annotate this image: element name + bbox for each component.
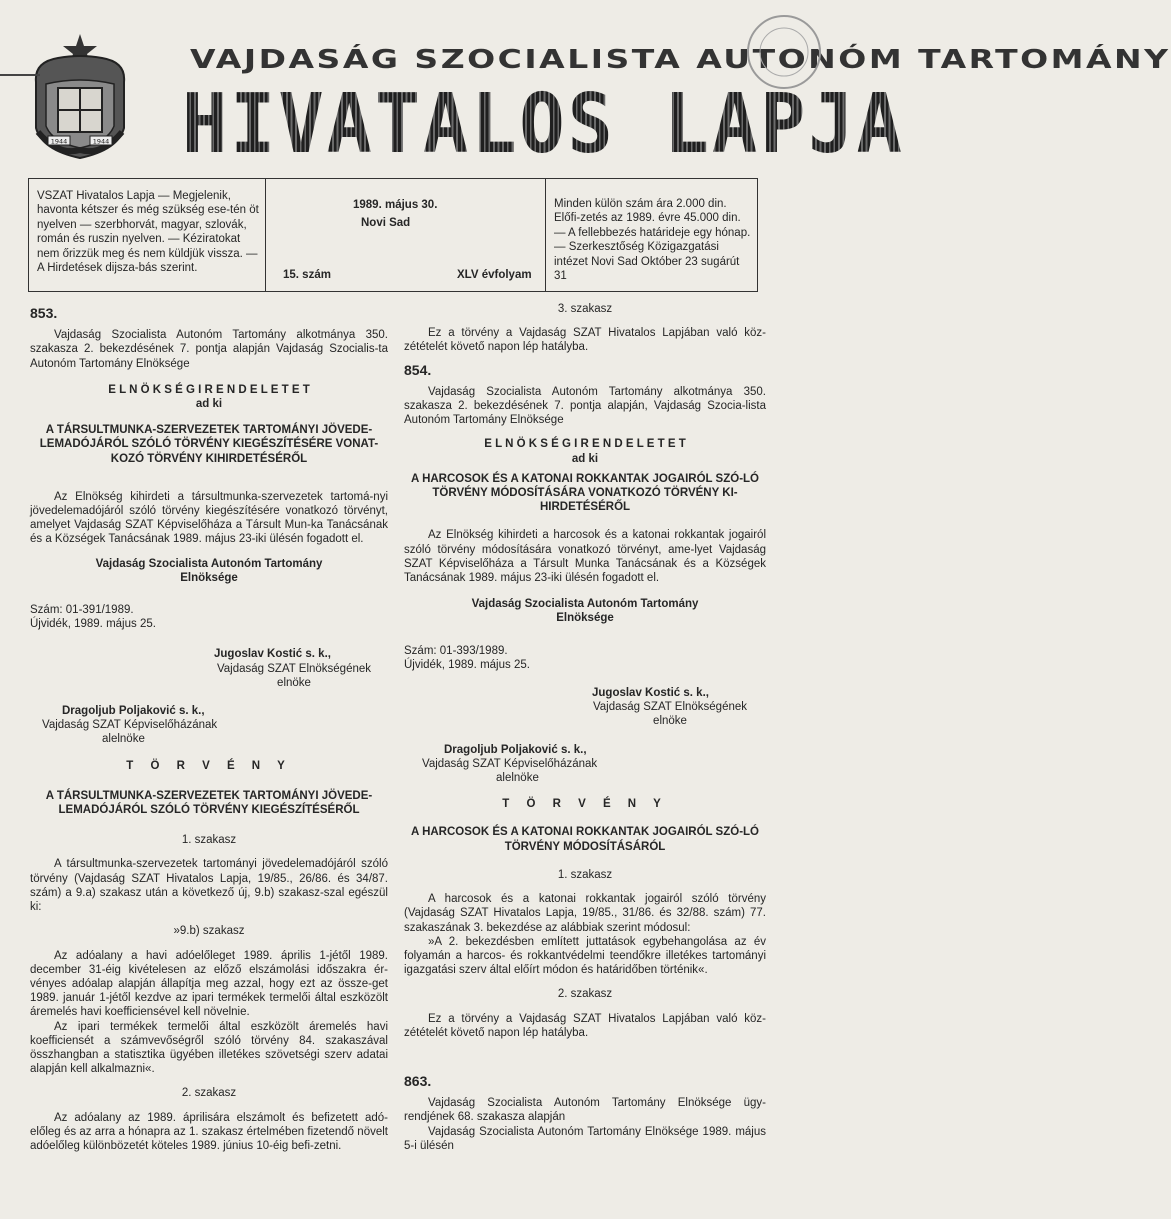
subscription-notice: Minden külön szám ára 2.000 din. Előfi-zetés az 1989. évre 45.000 din. — A fellebbezés határideje egy hónap. — Szerkesztőség Közigazgatási intézet Novi Sad Október 23 sugárút 31	[554, 198, 751, 283]
signatory-2-title: alelnöke	[496, 772, 539, 785]
decree-title: E L N Ö K S É G I R E N D E L E T E T	[108, 383, 310, 396]
decree-heading: A HARCOSOK ÉS A KATONAI ROKKANTAK JOGAIRÓL SZÓ-LÓ TÖRVÉNY MÓDOSÍTÁSÁRA VONATKOZÓ TÖRVÉNY KI-HIRDETÉSÉRŐL	[411, 472, 759, 514]
law-heading: A HARCOSOK ÉS A KATONAI ROKKANTAK JOGAIRÓL SZÓ-LÓ TÖRVÉNY MÓDOSÍTÁSÁRÓL	[411, 826, 759, 853]
right-column	[404, 296, 766, 1153]
signatory-1-role: Vajdaság SZAT Elnökségének	[216, 662, 372, 675]
section-9b-text-2: Az ipari termékek termelői által eszközölt áremelés havi koefficiensét a számvevőségről szóló törvény 84. szakaszával összhangban a statisztika ügyében illetékes szövetségi szerv adatai alapján kell alkalmazni«.	[30, 1020, 388, 1076]
coat-of-arms-emblem	[28, 32, 132, 162]
issuer-body: Elnöksége	[180, 571, 238, 584]
publication-supertitle: VAJDASÁG SZOCIALISTA AUTONÓM TARTOMÁNY	[190, 44, 1171, 75]
info-left-cell	[29, 179, 266, 291]
act-intro: Vajdaság Szocialista Autonóm Tartomány alkotmánya 350. szakasza 2. bekezdésének 7. pontja alapján Vajdaság Szocialis-ta Autonóm Tartomány Elnöksége	[30, 329, 388, 370]
section-1-text: A társultmunka-szervezetek tartományi jövedelemadójáról szóló törvény (Vajdaság SZAT Hivatalos Lapja, 19/85., 26/86. és 34/87. szám) a 9.a) szakasz után a következő új, 9.b) szakasz-szal egészül ki:	[30, 858, 388, 914]
law-title: T Ö R V É N Y	[126, 759, 292, 772]
section-3-text: Ez a törvény a Vajdaság SZAT Hivatalos Lapjában való köz-zétételét követő napon lép hatályba.	[404, 327, 766, 354]
decree-body: Az Elnökség kihirdeti a harcosok és a katonai rokkantak jogairól szóló törvény módosítására vonatkozó törvényt, ame-lyet Vajdaság SZAT Képviselőháza a Társult Munka Tanácsának és a Községek Tanácsának 1989. május 23-iki ülésén fogadott el.	[404, 529, 766, 585]
signatory-1: Jugoslav Kostić s. k.,	[592, 687, 709, 700]
section-2-text: Ez a törvény a Vajdaság SZAT Hivatalos Lapjában való köz-zétételét követő napon lép hatályba.	[404, 1012, 766, 1039]
issuer: Vajdaság Szocialista Autonóm Tartomány	[471, 598, 699, 611]
section-2-title: 2. szakasz	[181, 1087, 237, 1100]
act-number: 854.	[404, 361, 432, 378]
issue-number: 15. szám	[283, 269, 331, 281]
info-middle-cell	[265, 179, 545, 291]
section-1-title: 1. szakasz	[181, 834, 237, 847]
signatory-1-title: elnöke	[277, 676, 311, 689]
section-1-title: 1. szakasz	[557, 868, 613, 881]
decree-heading: A TÁRSULTMUNKA-SZERVEZETEK TARTOMÁNYI JÖVEDE-LEMADÓJÁRÓL SZÓLÓ TÖRVÉNY KIEGÉSZÍTÉSÉRE VONAT-KOZÓ TÖRVÉNY KIHIRDETÉSÉRŐL	[39, 424, 379, 465]
act-number: 853.	[30, 305, 58, 321]
signatory-2: Dragoljub Poljaković s. k.,	[62, 705, 205, 718]
signatory-2-role: Vajdaság SZAT Képviselőházának	[42, 719, 218, 732]
issuer: Vajdaság Szocialista Autonóm Tartomány	[95, 557, 323, 570]
signatory-2-role: Vajdaság SZAT Képviselőházának	[422, 757, 598, 770]
signatory-2-title: alelnöke	[102, 733, 145, 746]
left-column	[30, 296, 388, 1153]
section-1-text: A harcosok és a katonai rokkantak jogairól szóló törvény (Vajdaság SZAT Hivatalos Lapja, 19/85., 31/86. és 32/88. szám) 77. szakaszának 3. bekezdése az alábbiak szerint módosul:	[404, 893, 766, 934]
section-2-text: Az adóalany az 1989. áprilisára elszámolt és befizetett adó-előleg és az arra a hónapra az 1. szakasz értelmében fizetendő növelt adóelőleg különbözetét köteles 1989. június 10-éig befi-zetni.	[30, 1111, 388, 1152]
section-1-quote: »A 2. bekezdésben említett juttatások egybehangolása az év folyamán a harcos- és rokkantvédelmi teendőkre illetékes tartományi igazgatási szerv által előírt módon és határidőben történik«.	[404, 935, 766, 977]
info-right-cell	[545, 179, 757, 291]
publication-info-box	[28, 178, 758, 292]
emblem-year-right: 1944	[92, 137, 110, 146]
signatory-2: Dragoljub Poljaković s. k.,	[444, 743, 587, 756]
section-9b-text-1: Az adóalany a havi adóelőleget 1989. április 1-jétől 1989. december 31-éig kivételesen az előző elszámolási időszakra ér-vényes adóalap alapján állapítja meg azzal, hogy ezt az össze-get 1989. január 1-jétől kezdve az ipari termékek termelői által eszközölt áremelés havi koefficiensével kell növelnie.	[30, 949, 388, 1019]
final-intro-1: Vajdaság Szocialista Autonóm Tartomány Elnöksége ügy-rendjének 68. szakasza alapján	[404, 1097, 766, 1124]
reference-date: Újvidék, 1989. május 25.	[30, 618, 156, 631]
decree-adki: ad ki	[195, 398, 223, 411]
reference-number: Szám: 01-391/1989.	[30, 604, 134, 617]
reference-date: Újvidék, 1989. május 25.	[404, 658, 530, 671]
publication-title: HIVATALOS LAPJA	[182, 77, 905, 172]
signatory-1-title: elnöke	[653, 715, 687, 728]
signatory-1-role: Vajdaság SZAT Elnökségének	[592, 701, 748, 714]
volume-number: XLV évfolyam	[457, 269, 532, 281]
decree-title: E L N Ö K S É G I R E N D E L E T E T	[484, 438, 686, 451]
left-edge-rule	[0, 74, 40, 76]
publication-notice: VSZAT Hivatalos Lapja — Megjelenik, havonta kétszer és még szükség ese-tén öt nyelven — szerbhorvát, magyar, szlovák, román és ruszin nyelven. — Kéziratokat nem őrizzük meg és nem küldjük vissza. — A Hirdetések dijsza-bás szerint.	[37, 190, 259, 275]
library-stamp	[744, 12, 804, 122]
issuer-body: Elnöksége	[556, 612, 614, 625]
signatory-1: Jugoslav Kostić s. k.,	[214, 648, 331, 661]
act-intro: Vajdaság Szocialista Autonóm Tartomány alkotmánya 350. szakasza 2. bekezdésének 7. pontja alapján, Vajdaság Szocia-lista Autonóm Tartomány Elnöksége	[404, 385, 766, 427]
section-2-title: 2. szakasz	[557, 988, 613, 1001]
emblem-year-left: 1944	[50, 137, 68, 146]
final-intro-2: Vajdaság Szocialista Autonóm Tartomány Elnöksége 1989. május 5-i ülésén	[404, 1125, 766, 1152]
law-title: T Ö R V É N Y	[502, 798, 668, 811]
section-3-title: 3. szakasz	[557, 303, 613, 315]
issue-date: 1989. május 30.	[353, 199, 438, 211]
decree-body: Az Elnökség kihirdeti a társultmunka-szervezetek tartomá-nyi jövedelemadójáról szóló törvény kiegészítésére vonatkozó törvényt, amelyet Vajdaság SZAT Képviselőháza a Társult Mun-ka Tanácsának és a Községek Tanácsának 1989. május 23-iki ülésén fogadott el.	[30, 490, 388, 546]
act-number-2: 863.	[404, 1072, 432, 1089]
section-9b-title: »9.b) szakasz	[173, 925, 245, 938]
reference-number: Szám: 01-393/1989.	[404, 644, 508, 657]
law-heading: A TÁRSULTMUNKA-SZERVEZETEK TARTOMÁNYI JÖVEDE-LEMADÓJÁRÓL SZÓLÓ TÖRVÉNY KIEGÉSZÍTÉSÉRŐL	[45, 789, 373, 817]
issue-place: Novi Sad	[361, 217, 411, 229]
decree-adki: ad ki	[571, 452, 599, 465]
